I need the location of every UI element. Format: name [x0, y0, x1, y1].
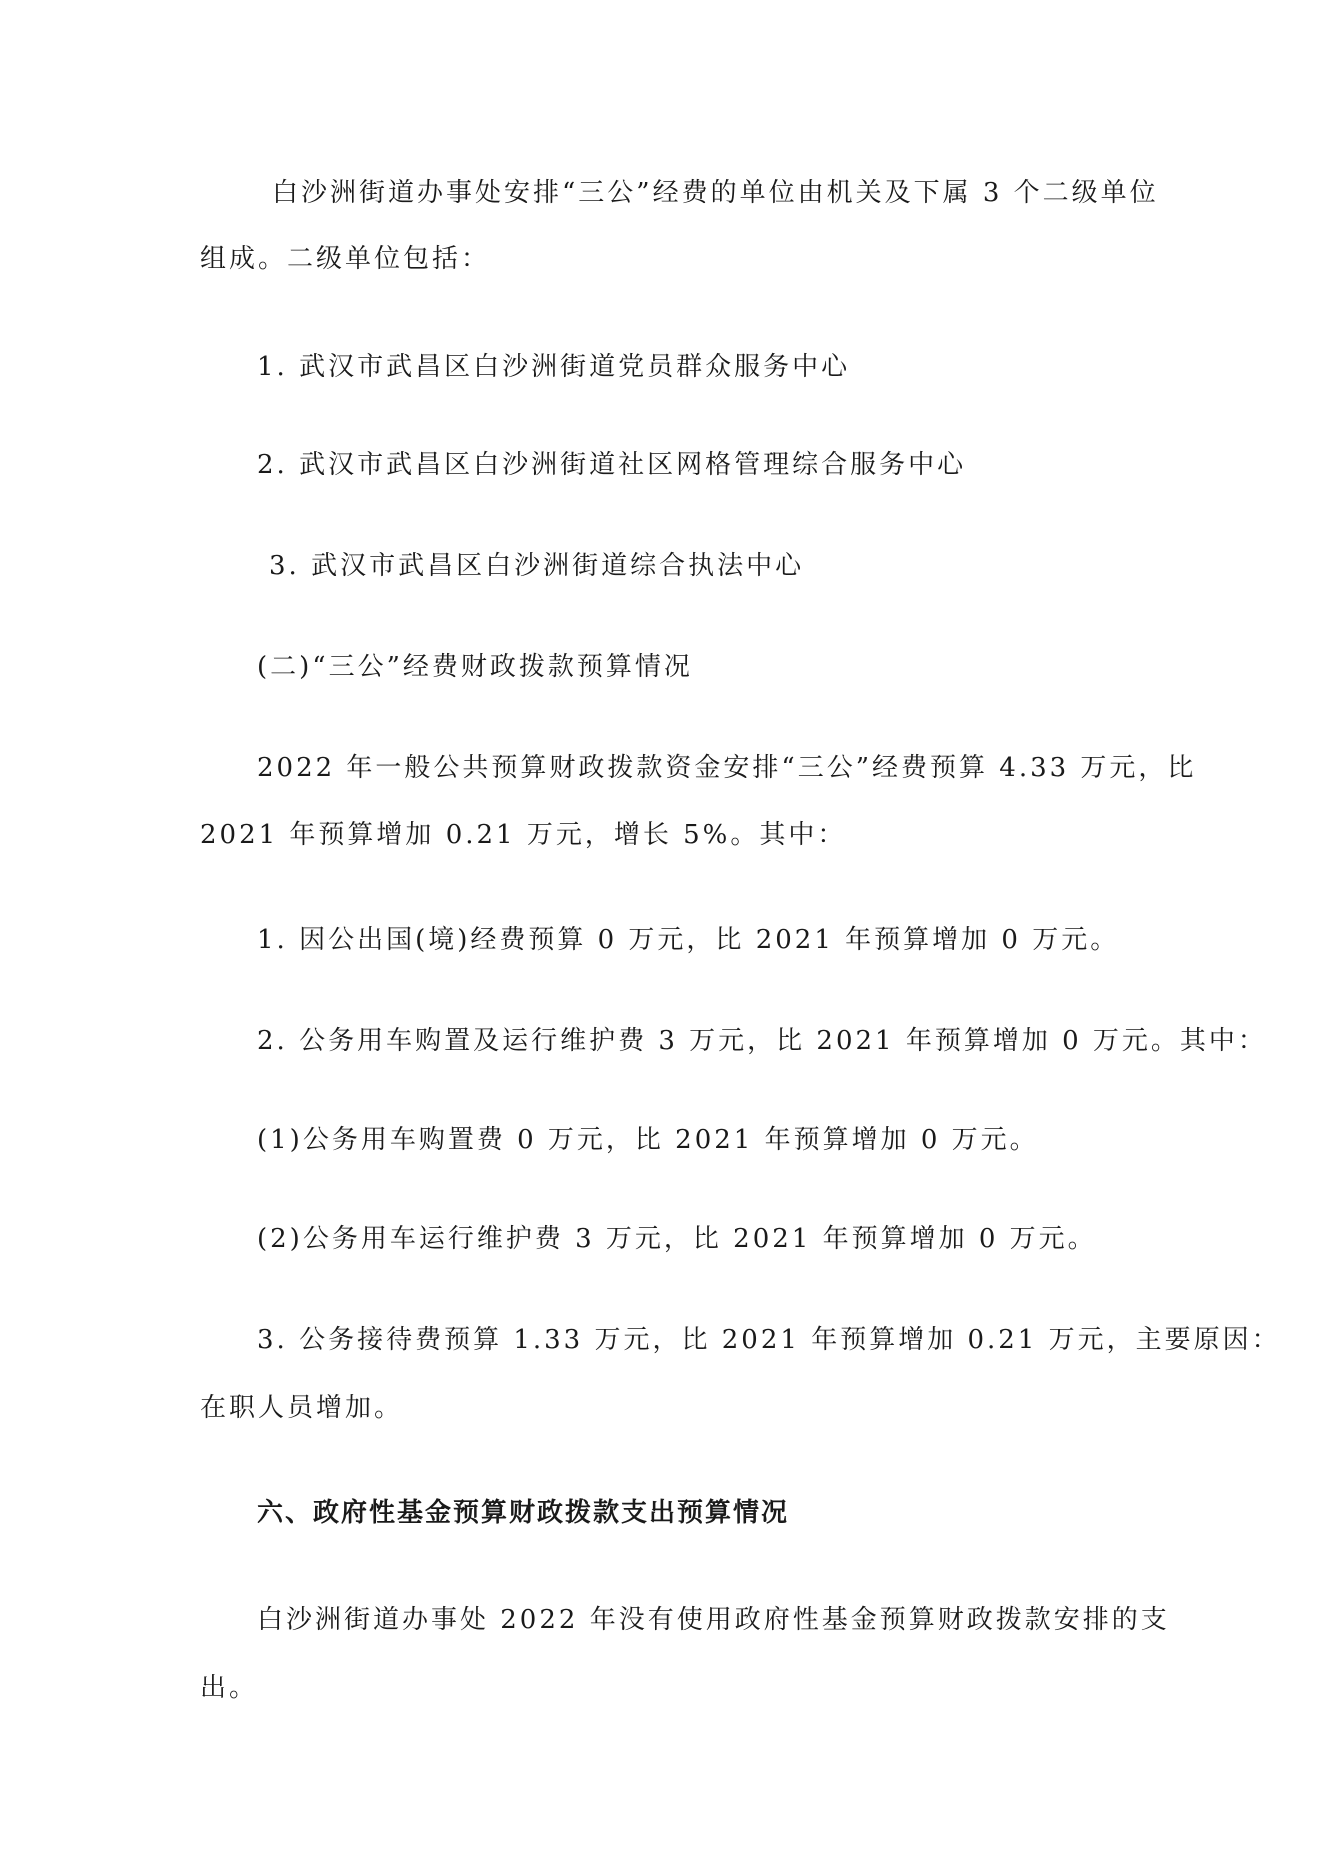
section-heading-budget: (二)“三公”经费财政拨款预算情况 — [257, 652, 693, 682]
section-heading-fund: 六、政府性基金预算财政拨款支出预算情况 — [257, 1498, 790, 1528]
list-item-vehicle-purchase: (1)公务用车购置费 0 万元，比 2021 年预算增加 0 万元。 — [257, 1125, 1039, 1155]
list-item-vehicle-operation: (2)公务用车运行维护费 3 万元，比 2021 年预算增加 0 万元。 — [257, 1224, 1097, 1254]
paragraph-budget-total: 2022 年一般公共预算财政拨款资金安排“三公”经费预算 4.33 万元，比 — [257, 753, 1197, 783]
list-item-unit-2: 2. 武汉市武昌区白沙洲街道社区网格管理综合服务中心 — [257, 450, 967, 480]
list-item-abroad: 1. 因公出国(境)经费预算 0 万元，比 2021 年预算增加 0 万元。 — [257, 925, 1120, 955]
list-item-unit-3: 3. 武汉市武昌区白沙洲街道综合执法中心 — [269, 551, 805, 581]
paragraph-three-public-units-cont: 组成。二级单位包括： — [200, 244, 491, 274]
list-item-vehicles: 2. 公务用车购置及运行维护费 3 万元，比 2021 年预算增加 0 万元。其中： — [257, 1026, 1267, 1056]
paragraph-fund: 白沙洲街道办事处 2022 年没有使用政府性基金预算财政拨款安排的支 — [257, 1605, 1170, 1635]
paragraph-budget-total-cont: 2021 年预算增加 0.21 万元，增长 5%。其中： — [200, 820, 847, 850]
list-item-reception-cont: 在职人员增加。 — [200, 1393, 404, 1423]
list-item-unit-1: 1. 武汉市武昌区白沙洲街道党员群众服务中心 — [257, 352, 851, 382]
paragraph-fund-cont: 出。 — [200, 1673, 259, 1703]
paragraph-three-public-units: 白沙洲街道办事处安排“三公”经费的单位由机关及下属 3 个二级单位 — [272, 178, 1159, 208]
list-item-reception: 3. 公务接待费预算 1.33 万元，比 2021 年预算增加 0.21 万元，主要原因： — [257, 1325, 1281, 1355]
